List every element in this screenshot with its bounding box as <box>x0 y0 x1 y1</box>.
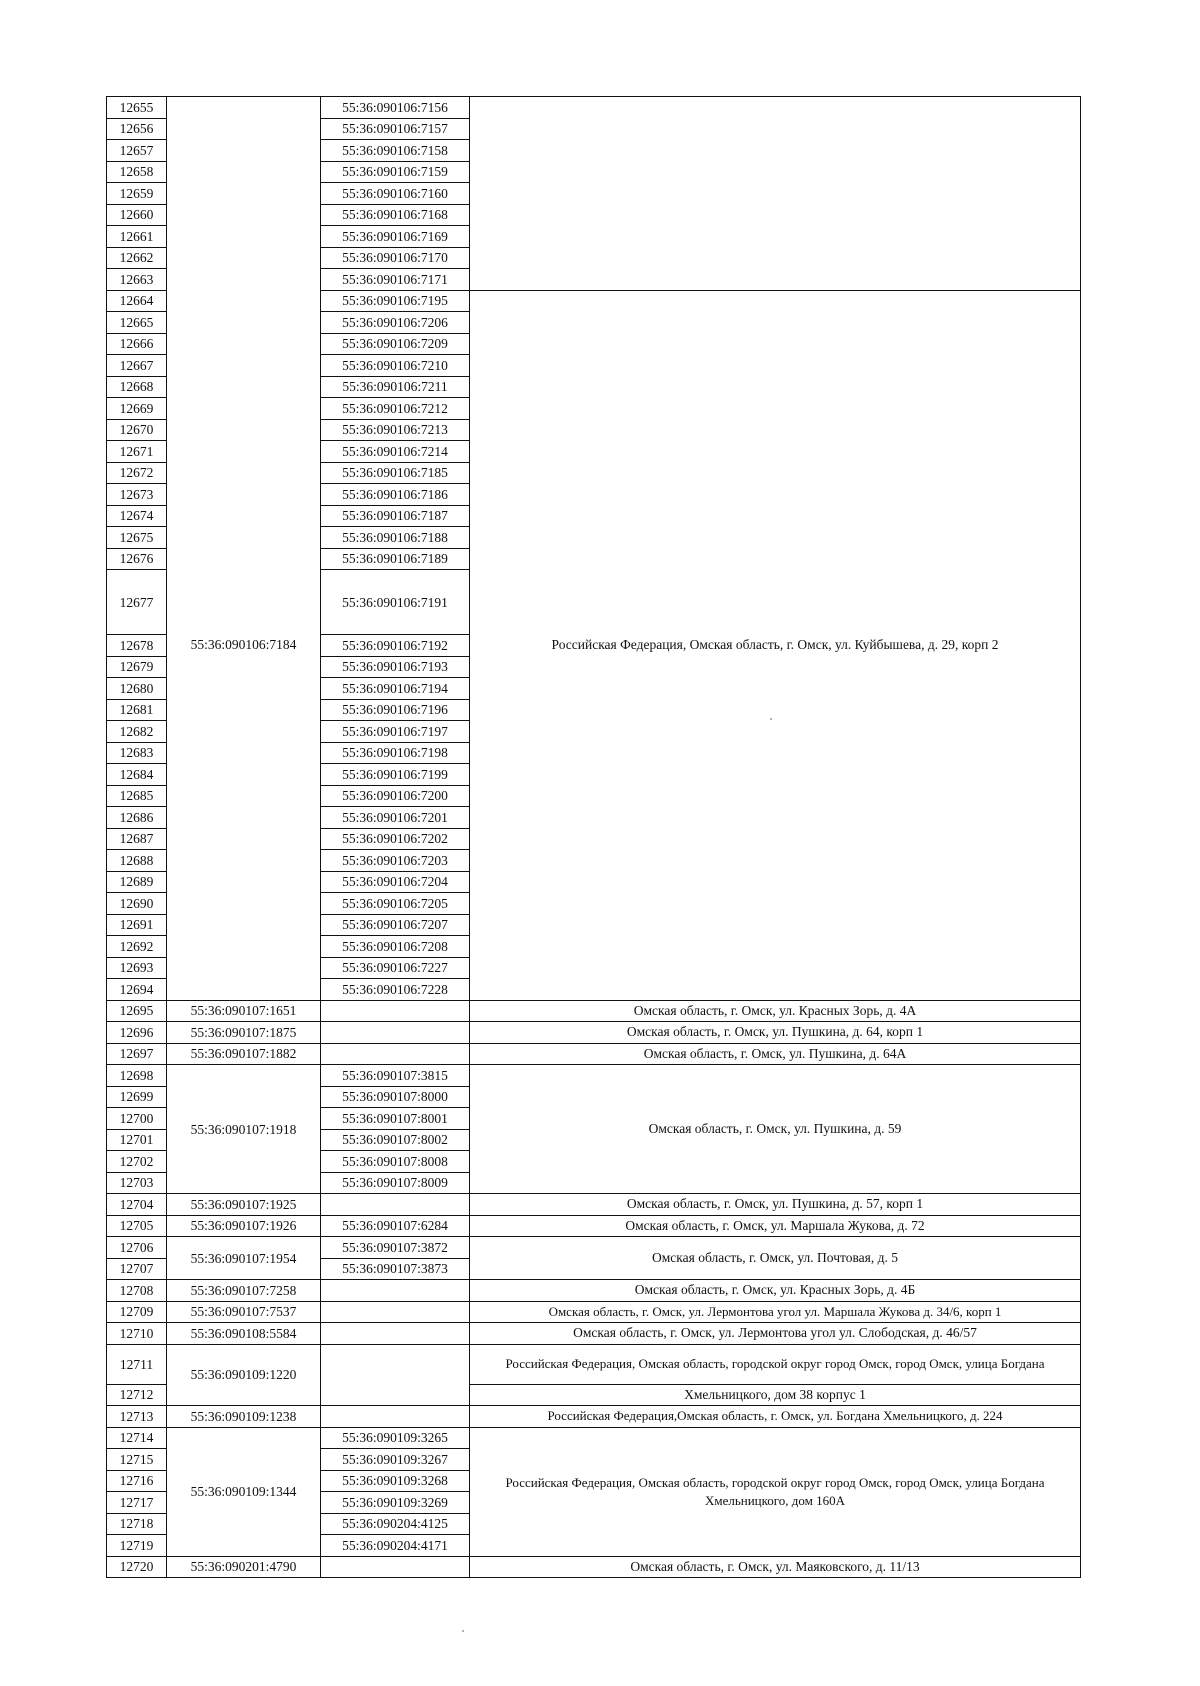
parent-cadastral: 55:36:090107:1926 <box>167 1215 321 1237</box>
row-number: 12717 <box>107 1492 167 1514</box>
row-number: 12697 <box>107 1043 167 1065</box>
sub-cadastral: 55:36:090106:7195 <box>321 290 470 312</box>
sub-cadastral: 55:36:090106:7200 <box>321 785 470 807</box>
sub-cadastral: 55:36:090107:3873 <box>321 1258 470 1280</box>
address: Омская область, г. Омск, ул. Маяковского, д. 11/13 <box>470 1556 1081 1578</box>
row-number: 12672 <box>107 462 167 484</box>
row-number: 12707 <box>107 1258 167 1280</box>
sub-cadastral: 55:36:090106:7214 <box>321 441 470 463</box>
sub-cadastral-empty <box>321 1022 470 1044</box>
table-row <box>107 1427 1081 1449</box>
row-number: 12660 <box>107 204 167 226</box>
address: Омская область, г. Омск, ул. Лермонтова угол ул. Слободская, д. 46/57 <box>470 1323 1081 1345</box>
table-row <box>107 1043 1081 1065</box>
row-number: 12690 <box>107 893 167 915</box>
sub-cadastral: 55:36:090106:7189 <box>321 548 470 570</box>
row-number: 12665 <box>107 312 167 334</box>
parent-cadastral: 55:36:090109:1238 <box>167 1406 321 1428</box>
address: Российская Федерация, Омская область, городской округ город Омск, город Омск, улица Богдана <box>470 1344 1081 1384</box>
sub-cadastral: 55:36:090106:7160 <box>321 183 470 205</box>
table-row <box>107 1344 1081 1384</box>
row-number: 12708 <box>107 1280 167 1302</box>
row-number: 12710 <box>107 1323 167 1345</box>
row-number: 12675 <box>107 527 167 549</box>
parent-cadastral: 55:36:090107:1925 <box>167 1194 321 1216</box>
row-number: 12679 <box>107 656 167 678</box>
row-number: 12677 <box>107 570 167 635</box>
address: Омская область, г. Омск, ул. Пушкина, д. 64А <box>470 1043 1081 1065</box>
row-number: 12683 <box>107 742 167 764</box>
address: Омская область, г. Омск, ул. Красных Зорь, д. 4Б <box>470 1280 1081 1302</box>
parent-cadastral: 55:36:090107:7537 <box>167 1301 321 1323</box>
row-number: 12694 <box>107 979 167 1001</box>
row-number: 12657 <box>107 140 167 162</box>
sub-cadastral: 55:36:090106:7185 <box>321 462 470 484</box>
row-number: 12711 <box>107 1344 167 1384</box>
sub-cadastral: 55:36:090106:7168 <box>321 204 470 226</box>
row-number: 12685 <box>107 785 167 807</box>
parent-cadastral: 55:36:090109:1344 <box>167 1427 321 1556</box>
sub-cadastral: 55:36:090106:7197 <box>321 721 470 743</box>
address-empty <box>470 97 1081 291</box>
sub-cadastral: 55:36:090106:7171 <box>321 269 470 291</box>
scan-speck <box>462 1630 464 1632</box>
address: Омская область, г. Омск, ул. Пушкина, д. 57, корп 1 <box>470 1194 1081 1216</box>
address: Омская область, г. Омск, ул. Пушкина, д. 59 <box>470 1065 1081 1194</box>
row-number: 12703 <box>107 1172 167 1194</box>
row-number: 12720 <box>107 1556 167 1578</box>
sub-cadastral: 55:36:090106:7169 <box>321 226 470 248</box>
parent-cadastral: 55:36:090107:1954 <box>167 1237 321 1280</box>
address: Омская область, г. Омск, ул. Лермонтова угол ул. Маршала Жукова д. 34/6, корп 1 <box>470 1301 1081 1323</box>
table-row <box>107 1000 1081 1022</box>
row-number: 12671 <box>107 441 167 463</box>
sub-cadastral: 55:36:090106:7187 <box>321 505 470 527</box>
row-number: 12682 <box>107 721 167 743</box>
address: Российская Федерация, Омская область, городской округ город Омск, город Омск, улица Богдана Хмельницкого, дом 160А <box>470 1427 1081 1556</box>
parent-cadastral: 55:36:090107:1875 <box>167 1022 321 1044</box>
row-number: 12719 <box>107 1535 167 1557</box>
row-number: 12696 <box>107 1022 167 1044</box>
parent-cadastral: 55:36:090107:7258 <box>167 1280 321 1302</box>
address: Российская Федерация,Омская область, г. Омск, ул. Богдана Хмельницкого, д. 224 <box>470 1406 1081 1428</box>
row-number: 12706 <box>107 1237 167 1259</box>
row-number: 12693 <box>107 957 167 979</box>
row-number: 12686 <box>107 807 167 829</box>
sub-cadastral-empty <box>321 1301 470 1323</box>
sub-cadastral: 55:36:090106:7213 <box>321 419 470 441</box>
row-number: 12689 <box>107 871 167 893</box>
sub-cadastral: 55:36:090107:8009 <box>321 1172 470 1194</box>
row-number: 12701 <box>107 1129 167 1151</box>
row-number: 12709 <box>107 1301 167 1323</box>
row-number: 12666 <box>107 333 167 355</box>
table-row <box>107 290 1081 312</box>
sub-cadastral: 55:36:090106:7156 <box>321 97 470 119</box>
table-row <box>107 1556 1081 1578</box>
row-number: 12669 <box>107 398 167 420</box>
table-row <box>107 1194 1081 1216</box>
row-number: 12716 <box>107 1470 167 1492</box>
parent-cadastral: 55:36:090106:7184 <box>167 290 321 1000</box>
sub-cadastral: 55:36:090107:8002 <box>321 1129 470 1151</box>
table-row <box>107 1280 1081 1302</box>
address: Омская область, г. Омск, ул. Почтовая, д. 5 <box>470 1237 1081 1280</box>
sub-cadastral: 55:36:090107:3815 <box>321 1065 470 1087</box>
sub-cadastral: 55:36:090106:7205 <box>321 893 470 915</box>
sub-cadastral: 55:36:090106:7157 <box>321 118 470 140</box>
row-number: 12661 <box>107 226 167 248</box>
row-number: 12664 <box>107 290 167 312</box>
sub-cadastral: 55:36:090106:7211 <box>321 376 470 398</box>
row-number: 12718 <box>107 1513 167 1535</box>
sub-cadastral: 55:36:090106:7208 <box>321 936 470 958</box>
row-number: 12698 <box>107 1065 167 1087</box>
table-row <box>107 97 1081 119</box>
row-number: 12667 <box>107 355 167 377</box>
scan-speck <box>770 718 772 720</box>
sub-cadastral-empty <box>321 1043 470 1065</box>
sub-cadastral: 55:36:090109:3267 <box>321 1449 470 1471</box>
row-number: 12659 <box>107 183 167 205</box>
row-number: 12655 <box>107 97 167 119</box>
row-number: 12678 <box>107 635 167 657</box>
row-number: 12656 <box>107 118 167 140</box>
cadastral-table <box>106 96 1081 1578</box>
row-number: 12705 <box>107 1215 167 1237</box>
row-number: 12712 <box>107 1384 167 1406</box>
sub-cadastral: 55:36:090107:6284 <box>321 1215 470 1237</box>
sub-cadastral: 55:36:090106:7204 <box>321 871 470 893</box>
table-row <box>107 1323 1081 1345</box>
row-number: 12695 <box>107 1000 167 1022</box>
sub-cadastral-empty <box>321 1194 470 1216</box>
row-number: 12681 <box>107 699 167 721</box>
sub-cadastral: 55:36:090109:3269 <box>321 1492 470 1514</box>
sub-cadastral-empty <box>321 1556 470 1578</box>
parent-cadastral: 55:36:090108:5584 <box>167 1323 321 1345</box>
row-number: 12692 <box>107 936 167 958</box>
sub-cadastral: 55:36:090106:7188 <box>321 527 470 549</box>
parent-cadastral: 55:36:090109:1220 <box>167 1344 321 1406</box>
row-number: 12676 <box>107 548 167 570</box>
sub-cadastral: 55:36:090106:7194 <box>321 678 470 700</box>
row-number: 12688 <box>107 850 167 872</box>
sub-cadastral: 55:36:090106:7186 <box>321 484 470 506</box>
sub-cadastral: 55:36:090109:3268 <box>321 1470 470 1492</box>
sub-cadastral: 55:36:090204:4125 <box>321 1513 470 1535</box>
sub-cadastral: 55:36:090106:7210 <box>321 355 470 377</box>
table-row <box>107 1215 1081 1237</box>
sub-cadastral-empty <box>321 1344 470 1406</box>
row-number: 12673 <box>107 484 167 506</box>
row-number: 12702 <box>107 1151 167 1173</box>
sub-cadastral: 55:36:090106:7212 <box>321 398 470 420</box>
sub-cadastral: 55:36:090106:7227 <box>321 957 470 979</box>
parent-cadastral: 55:36:090201:4790 <box>167 1556 321 1578</box>
address: Хмельницкого, дом 38 корпус 1 <box>470 1384 1081 1406</box>
table-row <box>107 1022 1081 1044</box>
row-number: 12674 <box>107 505 167 527</box>
row-number: 12715 <box>107 1449 167 1471</box>
table-row <box>107 1065 1081 1087</box>
address: Омская область, г. Омск, ул. Маршала Жукова, д. 72 <box>470 1215 1081 1237</box>
table-row <box>107 1301 1081 1323</box>
row-number: 12680 <box>107 678 167 700</box>
parent-cadastral: 55:36:090107:1918 <box>167 1065 321 1194</box>
sub-cadastral: 55:36:090106:7203 <box>321 850 470 872</box>
row-number: 12714 <box>107 1427 167 1449</box>
sub-cadastral: 55:36:090109:3265 <box>321 1427 470 1449</box>
sub-cadastral: 55:36:090107:3872 <box>321 1237 470 1259</box>
sub-cadastral: 55:36:090106:7198 <box>321 742 470 764</box>
table-row <box>107 1237 1081 1259</box>
sub-cadastral: 55:36:090106:7170 <box>321 247 470 269</box>
sub-cadastral-empty <box>321 1323 470 1345</box>
sub-cadastral: 55:36:090204:4171 <box>321 1535 470 1557</box>
row-number: 12704 <box>107 1194 167 1216</box>
parent-cadastral: 55:36:090107:1651 <box>167 1000 321 1022</box>
row-number: 12700 <box>107 1108 167 1130</box>
parent-cadastral: 55:36:090107:1882 <box>167 1043 321 1065</box>
sub-cadastral: 55:36:090106:7158 <box>321 140 470 162</box>
row-number: 12663 <box>107 269 167 291</box>
row-number: 12668 <box>107 376 167 398</box>
row-number: 12658 <box>107 161 167 183</box>
sub-cadastral: 55:36:090106:7199 <box>321 764 470 786</box>
row-number: 12684 <box>107 764 167 786</box>
sub-cadastral: 55:36:090106:7191 <box>321 570 470 635</box>
address: Российская Федерация, Омская область, г. Омск, ул. Куйбышева, д. 29, корп 2 <box>470 290 1081 1000</box>
sub-cadastral: 55:36:090106:7206 <box>321 312 470 334</box>
address: Омская область, г. Омск, ул. Красных Зорь, д. 4А <box>470 1000 1081 1022</box>
address: Омская область, г. Омск, ул. Пушкина, д. 64, корп 1 <box>470 1022 1081 1044</box>
sub-cadastral: 55:36:090106:7202 <box>321 828 470 850</box>
sub-cadastral: 55:36:090106:7192 <box>321 635 470 657</box>
row-number: 12691 <box>107 914 167 936</box>
sub-cadastral: 55:36:090106:7207 <box>321 914 470 936</box>
sub-cadastral-empty <box>321 1280 470 1302</box>
row-number: 12670 <box>107 419 167 441</box>
sub-cadastral: 55:36:090107:8000 <box>321 1086 470 1108</box>
sub-cadastral: 55:36:090106:7209 <box>321 333 470 355</box>
sub-cadastral: 55:36:090106:7193 <box>321 656 470 678</box>
row-number: 12713 <box>107 1406 167 1428</box>
row-number: 12687 <box>107 828 167 850</box>
parent-cadastral-empty <box>167 97 321 291</box>
sub-cadastral: 55:36:090106:7201 <box>321 807 470 829</box>
row-number: 12699 <box>107 1086 167 1108</box>
sub-cadastral: 55:36:090106:7228 <box>321 979 470 1001</box>
sub-cadastral: 55:36:090106:7159 <box>321 161 470 183</box>
sub-cadastral-empty <box>321 1000 470 1022</box>
sub-cadastral: 55:36:090107:8008 <box>321 1151 470 1173</box>
sub-cadastral: 55:36:090106:7196 <box>321 699 470 721</box>
sub-cadastral-empty <box>321 1406 470 1428</box>
row-number: 12662 <box>107 247 167 269</box>
table-row <box>107 1406 1081 1428</box>
sub-cadastral: 55:36:090107:8001 <box>321 1108 470 1130</box>
